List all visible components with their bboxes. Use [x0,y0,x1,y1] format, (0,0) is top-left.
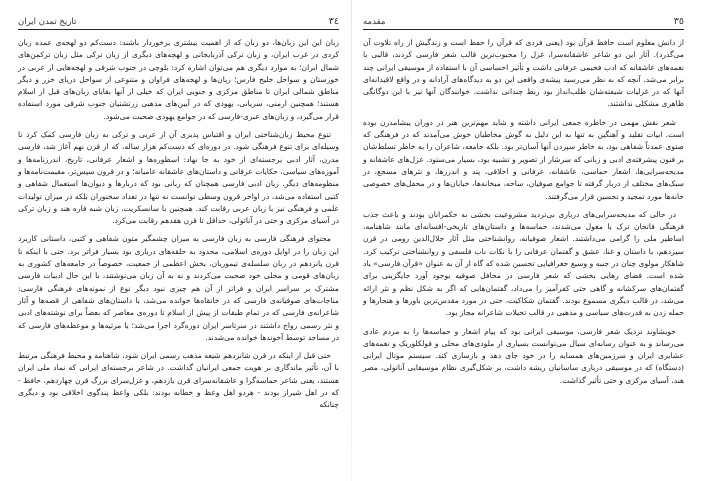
paragraph: خویشاوند نزدیک شعر فارسی، موسیقی ایرانی بود که پیام اشعار و حماسه‌ها را به مردم عادی می‌رساند و به عنوان رسانه‌ای سیال می‌توانست بسیاری از ملودی‌های محلی و فولکلوریک و نغمه‌های عشایری ایران و سرزمین‌های همسایه را در خود جای دهد و بازسازی کند. سیستم موتال ایرانی (دستگاه) که در موسیقی درباری ساسانیان ریشه داشت، بر شکل‌گیری نظام موسیقایی آناتولی، مصر هند، آسیای مرکزی و حتی تأثیر گذاشت. [363,326,684,385]
running-title: مقدمه [363,17,386,27]
left-page-header [18,16,339,30]
paragraph: زبان این این زبان‌ها، دو زبان که از اهمیت بیشتری برخوردار باشند: دست‌کم دو لهجه‌ی عمده زبان کردی در غرب ایران، و زبان ترکی آذربایجانی و لهجه‌های دیگری از زبان ترکی مثل زبان ترکمن‌های شمال ایران؛ به موارد دیگری هم می‌توان اشاره کرد: بلوچی در جنوب شرقی و لهجه‌هایی از عربی در خوزستان و سواحل خلیج فارس؛ زبان‌ها و لهجه‌های فراوان و متنوعی از سواحل دریای خزر و دیگر مناطق شمالی ایران تا مناطق مرکزی و جنوبی ایران که خیلی از آنها بقایای زبان‌های قبل از اسلام هستند؛ همچنین ارمنی، سریانی، یهودی که در آیین‌های مذهبی زرتشتیان جنوب شرقی مورد استفاده قرار می‌گیرد، و زبان‌های عبری-فارسی که در جوامع یهودی صحبت می‌شود. [18,38,339,121]
right-page [351,0,702,481]
page-number: ٣٤ [328,16,339,27]
left-page [0,0,351,481]
right-page-header [363,16,684,30]
paragraph: در حالی که مدیحه‌سرایی‌های درباری بی‌تردید مشروعیت بخشی به حکمرانان بودند و باعث جذب فرهنگی فاتحان ترک یا مغول می‌شدند، حماسه‌ها و داستان‌های تاریخی-افسانه‌ای مانند شاهنامه، اساطیر ملی را گرامی می‌داشتند. اشعار صوفیانه، روانشناختی مثل آثار جلال‌الدین رومی در قرن سیزدهم، با داستان و غنا، عشق و گفتمان عرفانی را با نکات ناب فلسفی و روانشناختی ترکیب کرد. شاهکار مولوی چنان در جنبه و وسیع جغرافیایی تحسین شده که گاه از آن به عنوان «قرآن فارسی» یاد شده است. فضای رهایی بخشی که شعر فارسی در محافل صوفیه بوجود آورد جایگزینی برای گفتمان‌های سرکشانه و گاهی حتی کفرآمیز را می‌داد، گفتمان‌هایی که اگر به شکل نظم و نثر ارائه می‌شد، در قالب دیگری مسموع بودند. گفتمان شکاکیت، حتی در مورد مقدس‌ترین باورها و هنجارها و حمله زدن به قدرت‌های سیاسی و مذهبی در قالب تخیلات شاعرانه مجاز بود. [363,209,684,318]
paragraph: از دانش معلوم است حافظ قرآن بود (یعنی فردی که قرآن را حفظ است و زندگیش از راه تلاوت آن می‌گذرد). آثار این دو شاعر عاشقانه‌سرا، غزل را محبوب‌ترین قالب شعر فارسی کردند، قالبی با نغمه‌های عاشقانه که ادب فخیمی عرفانی داشت و تأثیر احساسی آن با استفاده از موسیقی ایرانی چند برابر می‌شد. آنچه که به نظر می‌رسید پیشه‌ی واقعی این دو به دیدگاه‌های آزادانه و در واقع لاقیدانه‌ای آنها که در غزلیات شیفته‌شان طلب‌انداز بود ربط چندانی نداشت. خوانندگان آنها نیز با این دوگانگی ظاهری مشکلی نداشتند. [363,38,684,109]
paragraph: تنوع محیط زبان‌شناختی ایران و اقتباس پذیری آن از عربی و ترکی به زبان فارسی کمک کرد تا وسیله‌ای برای تنوع فرهنگی شود. در دوره‌ای که دست‌کم هزار ساله، که از قرن نهم آغاز شد، فارسی مدرن، آثار ادبی برجسته‌ای از خود به جا نهاد: اسطوره‌ها و اشعار عرفانی، تاریخ، اندرزنامه‌ها و آموزه‌های سیاسی، حکایات عرفانی و داستان‌های عاشقانه عامیانه؛ و در قرون سپس‌تر، مقیمت‌نامه‌ها و منظومه‌های دیگر. زبان ادبی فارسی همچنان که زبانی بود که دربارها و دیوان‌ها استعمال شفاهی و کتبی استفاده می‌شد، در اواخر قرون وسطی توانست نه تنها در تعداد سخنوران بلکه در میزان تولیدات علمی و فرهنگی نیز با زبان عربی رقابت کند. همچنین با سانسکریت، زبان شبه قاره هند و زبان ترکی در آسیای مرکزی و حتی در آناتولی، حداقل تا قرن هفدهم رقابت می‌کرد. [18,130,339,226]
page-number: ٣٥ [673,16,684,27]
paragraph: شعر نقش مهمی در خاطره جمعی ایرانی داشته و شاید مهم‌ترین هنر در دوران پیشامدرن بوده است. ابیات تقلید و آهنگین به تنها به این دلیل به گوش مخاطبان خوش می‌آمدند که در فرهنگی که صنوی عمدتاً شفاهی بود، به خاطر سپردن آنها آسان‌تر بود. بلکه جامعه، شاعران را به خاطر تسلط‌شان بر فنون پیشرفته‌ی ادبی و زبانی که سرشار از تصویر و تشبیه بود، بسیار می‌ستود. عزل‌های عاشقانه و مدیحه‌سرایی‌ها، اشعار حماسی، عاشقانه، عرفانی و اخلاقی، پند و اندرزها، و نثرهای مسجع، در سبک‌های مختلف از دربار گرفته تا جوامع صوفیان، ساحه، میخانه‌ها، خیابان‌ها و در محفل‌های خصوصی خانه‌ها مورد تمجید و تحسین قرار می‌گرفتند. [363,117,684,201]
left-page-body [18,37,339,412]
paragraph: حتی قبل از اینکه در قرن شانزدهم شیعه مذهب رسمی ایران شود، شاهنامه و محیط فرهنگی مرتبط با آن، تأثیر ماندگاری بر هویت جمعی ایرانیان گذاشت. در شاعر برجسته‌ای ایرانی که نماد ملی ایران هستند، یعنی شاعر حماسه‌گرا و عاشقانه‌سرای قرن یازدهم، و غزل‌سرای بزرگ قرن چهاردهم، حافظ - که در اهل شیراز بودند - هردو اهل وعظ و خطابه بودند: بلکی واعظ پندگوی اخلاقی بود و دیگری چنانکه [18,351,339,410]
right-page-body [363,37,684,387]
paragraph: محتوای فرهنگی فارسی به زبان فارسی به میزان چشمگیر متون شفاهی و کتبی، داستانی کاربرد این زبان را در اوایل دوره‌ی اسلامی، محدود به حلقه‌های درباری بود بسیار فراتر برد. حتی با اینکه تا قرن پانزدهم در زبان سلسله‌ی تیموریان، بخش اعظمی از جمعیت، خصوصاً در جامعه‌های کشوری به زبان‌های قومی و محلی خود صحبت می‌کردند و نه به آن زبان می‌نوشتند، با این حال ادبیات فارسی مشترک بر سراسر ایران و فراتر از آن هم چیزی نبود دیگر نوع از نمونه‌های فرهنگی فارسی: مناجات‌های صوفیانه‌ی فارسی که در خانقاه‌ها خوانده می‌شد، یا داستان‌های شفاهی از قصه‌ها و آثار شاعرانه‌ی فارسی که در تمام طبقات از پیش از اسلام تا دوره‌ی معاصر که بعضاً برای نوشته‌های ادبی و نثر رسمی رواج داشتند در سرتاسر ایران دوره‌گرد اجرا می‌شد؛ یا مرثیه‌ها و موعظه‌های فارسی که در مساجد توسط آخوندها خوانده می‌شدند. [18,234,339,342]
running-title: تاریخ تمدن ایران [18,17,77,27]
